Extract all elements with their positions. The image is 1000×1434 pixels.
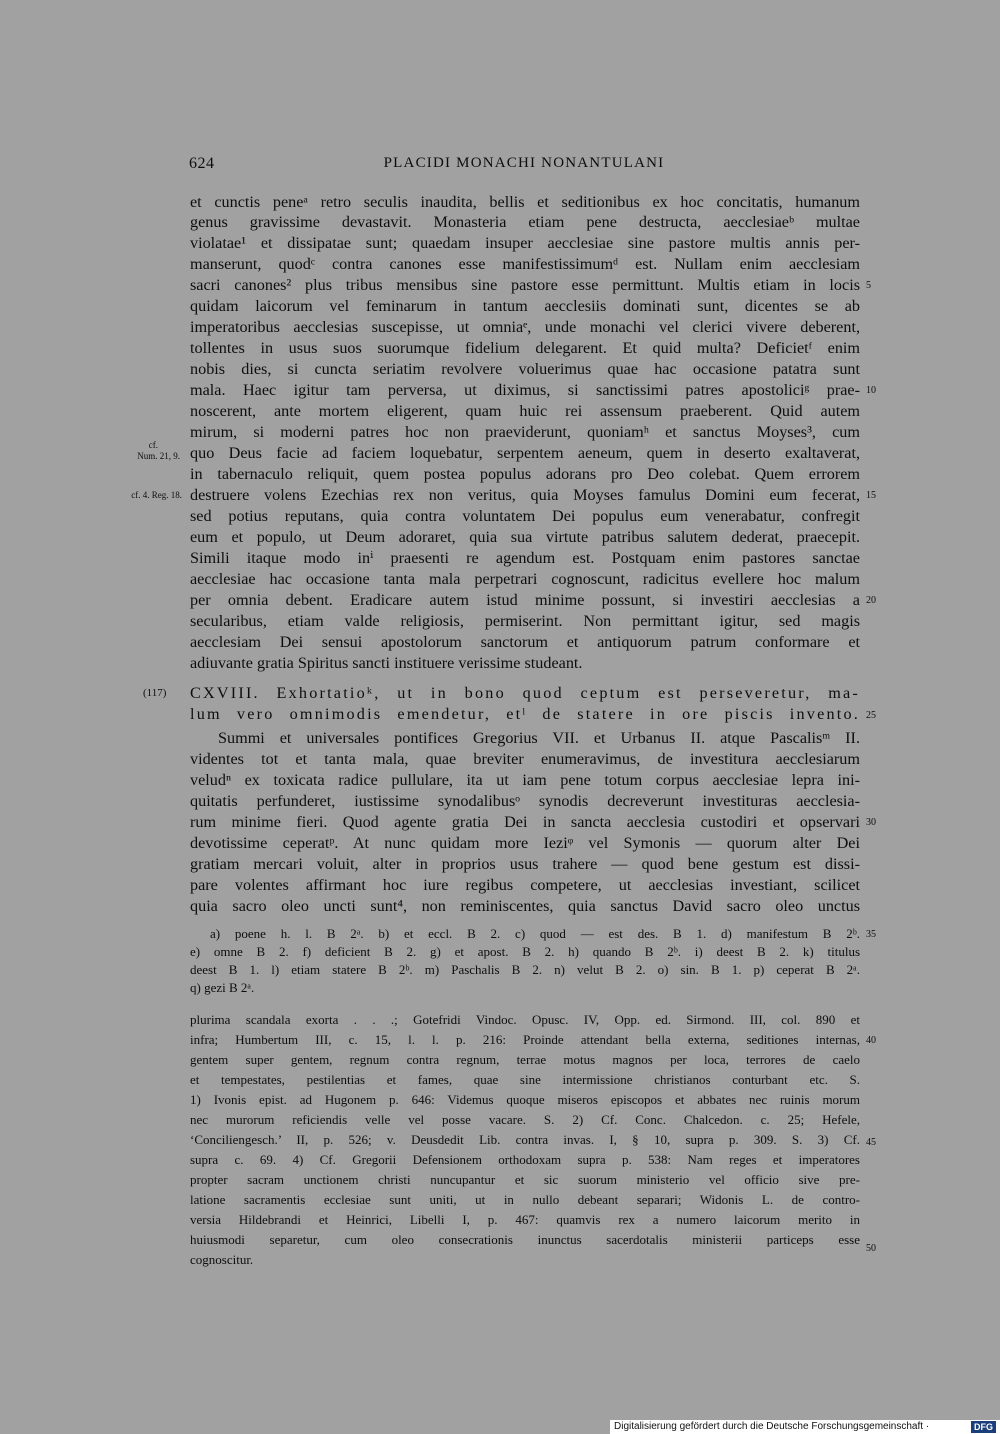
text-line: Summi et universales pontifices Gregorius VII. et Urbanus II. atque Pascalisᵐ II. (218, 729, 860, 747)
margin-ref-reg (100, 490, 182, 501)
line-number: 10 (866, 385, 876, 396)
text-line: adiuvante gratia Spiritus sancti instituere verissime studeant. (190, 654, 583, 672)
commentary-line: plurima scandala exorta . . .; Gotefridi Vindoc. Opusc. IV, Opp. ed. Sirmond. III, col. 890 et (190, 1012, 860, 1027)
margin-ref-text: Num. 21, 9. (137, 451, 180, 461)
apparatus-line: e) omne B 2. f) deficient B 2. g) et apost. B 2. h) quando B 2ᵇ. i) deest B 2. k) titulus (190, 944, 860, 959)
text-line: manserunt, quodᶜ contra canones esse manifestissimumᵈ est. Nullam enim aecclesiam (190, 255, 860, 273)
line-number: 50 (866, 1243, 876, 1254)
text-line: mala. Haec igitur tam perversa, ut diximus, si sanctissimi patres apostoliciᵍ prae- (190, 381, 860, 399)
commentary-line: gentem super gentem, regnum contra regnum, terrae motus magnos per loca, terrores de caelo (190, 1052, 860, 1067)
text-line: pare volentes affirmant hoc iure regibus competere, ut aecclesias investiant, scilicet (190, 876, 860, 894)
commentary-line: 1) Ivonis epist. ad Hugonem p. 646: Videmus quoque miseros episcopos et abbates nec ruinis morum (190, 1092, 860, 1107)
apparatus-line: a) poene h. l. B 2ᵃ. b) et eccl. B 2. c) quod — est des. B 1. d) manifestum B 2ᵇ. (210, 926, 860, 941)
chapter-heading-line: CXVIII. Exhortatioᵏ, ut in bono quod ceptum est perseveretur, ma- (190, 684, 860, 702)
commentary-line: et tempestates, pestilentias et fames, quae sine intermissione christianos conturbant etc. S. (190, 1072, 860, 1087)
digitization-footer (610, 1420, 1000, 1434)
commentary-line: nec murorum reficiendis velle vel posse vacare. S. 2) Cf. Conc. Chalcedon. c. 25; Hefele, (190, 1112, 860, 1127)
page-number: 624 (189, 155, 215, 172)
text-line: violatae¹ et dissipatae sunt; quaedam insuper aecclesiae sine pastore multis annis per- (190, 234, 860, 252)
commentary-line: huiusmodi separetur, cum oleo consecrationis inunctus sacerdotalis ministerii particeps esse (190, 1232, 860, 1247)
commentary-line: propter sacram unctionem christi nuncupantur et sic suorum ministerio vel officio sive pre- (190, 1172, 860, 1187)
running-title: PLACIDI MONACHI NONANTULANI (383, 155, 665, 171)
text-line: aecclesiam Dei sensui apostolorum sanctorum et antiquorum patrum conformare et (190, 633, 860, 651)
commentary-line: cognoscitur. (190, 1252, 254, 1267)
text-line: Simili itaque modo inⁱ praesenti re agendum est. Postquam enim pastores sanctae (190, 549, 860, 567)
line-number: 15 (866, 490, 876, 501)
text-line: devotissime ceperatᵖ. At nunc quidam more Ieziᵠ vel Symonis — quorum alter Dei (190, 834, 860, 852)
line-number: 25 (866, 710, 876, 721)
text-line: noscerent, ante mortem eligerent, quam huic rei assensum praeberent. Quid autem (190, 402, 860, 420)
line-number: 35 (866, 929, 876, 940)
text-line: et cunctis peneᵃ retro seculis inaudita, bellis et seditionibus ex hoc concitatis, humanum (190, 193, 860, 211)
apparatus-line: deest B 1. l) etiam statere B 2ᵇ. m) Paschalis B 2. n) velut B 2. o) sin. B 1. p) ceperat B 2ᵃ. (190, 962, 860, 977)
text-line: per omnia debent. Eradicare autem istud minime possunt, si investiri aecclesias a (190, 591, 860, 609)
dfg-logo: DFG (971, 1421, 996, 1433)
chapter-heading-line: lum vero omnimodis emendetur, etˡ de statere in ore piscis invento. (190, 705, 860, 723)
line-number: 5 (866, 280, 871, 291)
margin-ref-label: cf. (148, 440, 158, 450)
text-line: in tabernaculo reliquit, quem postea populus adorans pro Deo colebat. Quem errorem (190, 465, 860, 483)
chapter-margin-number: (117) (143, 687, 167, 699)
text-line: veludⁿ ex toxicata radice pullulare, ita ut iam pene totum corpus aecclesiae lepra ini- (190, 771, 860, 789)
margin-ref-num (120, 440, 180, 462)
text-line: videntes tot et tanta mala, quae breviter enumeravimus, de investitura aecclesiarum (190, 750, 860, 768)
text-line: genus gravissime devastavit. Monasteria etiam pene destructa, aecclesiaeᵇ multae (190, 213, 860, 231)
text-line: tollentes in usus suos suorumque fidelium delegarent. Et quid multa? Deficietᶠ enim (190, 339, 860, 357)
line-number: 40 (866, 1035, 876, 1046)
page-header (189, 155, 859, 179)
line-number: 30 (866, 817, 876, 828)
text-line: quo Deus facie ad faciem loquebatur, serpentem aeneum, quem in deserto exaltaverat, (190, 444, 860, 462)
text-line: sacri canones² plus tribus mensibus sine pastore esse permittunt. Multis etiam in locis (190, 276, 860, 294)
apparatus-line: q) gezi B 2ᵃ. (190, 980, 255, 995)
footer-text: Digitalisierung gefördert durch die Deutsche Forschungsgemeinschaft · (614, 1421, 930, 1432)
text-line: rum minime fieri. Quod agente gratia Dei in sancta aecclesia custodiri et opservari (190, 813, 860, 831)
text-line: secularibus, etiam valde religiosis, permiserint. Non permittant igitur, sed magis (190, 612, 860, 630)
text-line: aecclesiae hac occasione tanta mala perpetrari cognoscunt, radicitus evellere hoc malum (190, 570, 860, 588)
text-line: mirum, si moderni patres hoc non praeviderunt, quoniamʰ et sanctus Moyses³, cum (190, 423, 860, 441)
text-line: quidam laicorum vel feminarum in tantum aecclesiis dominati sunt, dicentes se ab (190, 297, 860, 315)
commentary-line: supra c. 69. 4) Cf. Gregorii Defensionem orthodoxam supra p. 538: Nam reges et imperatores (190, 1152, 860, 1167)
line-number: 20 (866, 595, 876, 606)
commentary-line: infra; Humbertum III, c. 15, l. l. p. 216: Proinde attendant bella externa, seditiones internas, (190, 1032, 860, 1047)
text-line: quia sacro oleo uncti sunt⁴, non reminiscentes, quia sanctus David sacro oleo unctus (190, 897, 860, 915)
text-line: gratiam mercari voluit, alter in proprios usus trahere — quod bene gestum est dissi- (190, 855, 860, 873)
text-line: quitatis perfunderet, iustissime synodalibusᵒ synodis decreverunt investituras aecclesia- (190, 792, 860, 810)
commentary-line: versia Hildebrandi et Heinrici, Libelli I, p. 467: quamvis rex a numero laicorum merito in (190, 1212, 860, 1227)
text-line: eum et populo, ut Deum adoraret, quia sua virtute patribus salutem dederat, praecepit. (190, 528, 860, 546)
margin-ref-text: cf. 4. Reg. 18. (131, 490, 182, 500)
text-line: nobis dies, si cuncta seriatim revolvere voluerimus quae hac occasione patatra sunt (190, 360, 860, 378)
text-line: imperatoribus aecclesias suscepisse, ut omniaᵉ, unde monachi vel clerici vivere deberent, (190, 318, 860, 336)
text-line: destruere volens Ezechias rex non veritus, quia Moyses famulus Domini eum fecerat, (190, 486, 860, 504)
line-number: 45 (866, 1137, 876, 1148)
commentary-line: latione sacramentis ecclesiae sunt uniti, ut in nullo debeant separari; Widonis L. de contro- (190, 1192, 860, 1207)
commentary-line: ‘Conciliengesch.’ II, p. 526; v. Deusdedit Lib. contra invas. I, § 10, supra p. 309. S. 3) Cf. (190, 1132, 860, 1147)
text-line: sed potius reputans, quia contra voluntatem Dei populus eum venerabatur, confregit (190, 507, 860, 525)
